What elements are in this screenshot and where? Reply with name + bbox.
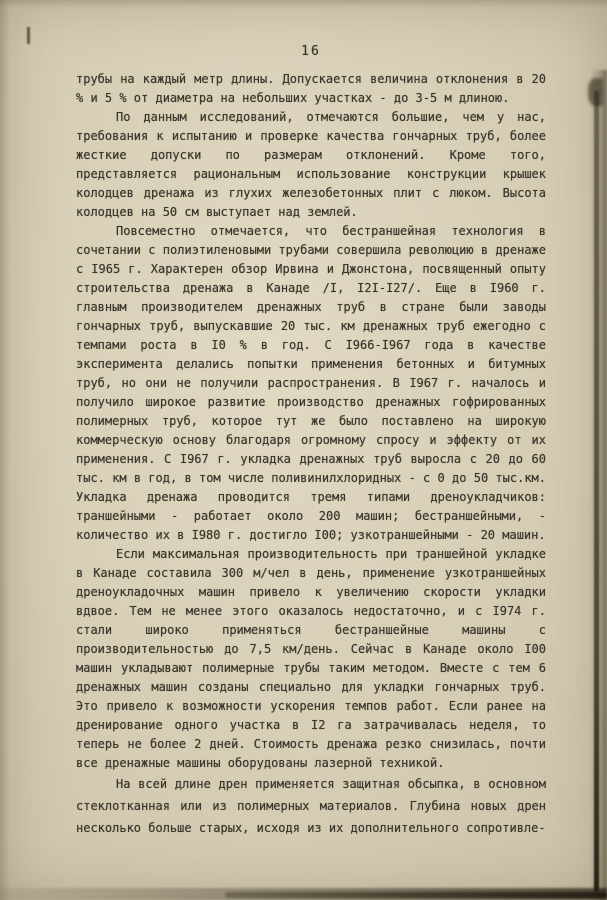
scan-edge-top-shading bbox=[0, 0, 607, 8]
scan-edge-bottom-shading bbox=[0, 888, 607, 900]
paragraph: Если максимальная производительность при траншейной укладке в Канаде составила 300 м/чел в день, применение узкотраншейных дреноукладочных машин привело к увеличению скорости укладки вдвое. Тем не менее этого оказалось недостаточно, и с I974 г. стали широко применяться бестраншейные машины с производительностью до 7,5 км/день. Сейчас в Канаде около I00 машин укладывают полимерные трубы таким методом. Вместе с тем 6 дренажных машин созданы специально для укладки гончарных труб. Это привело к возможности ускорения темпов работ. Если ранее на дренирование одного участка в I2 га затрачивалась неделя, то теперь не более 2 дней. Стоимость дренажа резко снизилась, почти все дренажные машины оборудованы лазерной техникой. bbox=[76, 547, 546, 770]
paragraph-continuation: трубы на каждый метр длины. Допускается величина отклонения в 20 % и 5 % от диаметра на небольших участках - до 3-5 м длиною. bbox=[76, 72, 546, 105]
paragraph: На всей длине дрен применяется защитная обсыпка, в основном стеклотканная или из полимерных материалов. Глубина новых дрен несколько больше старых, исходя из их дополнительного сопротивле- bbox=[76, 777, 546, 835]
scan-edge-bottom-line bbox=[225, 892, 607, 898]
scan-edge-left-shading bbox=[0, 0, 10, 900]
scan-mark-top-left bbox=[27, 27, 30, 44]
page-text bbox=[76, 70, 546, 839]
scan-mark-top-right bbox=[588, 78, 603, 106]
paragraph: По данным исследований, отмечаются большие, чем у нас, требования к испытанию и проверке качества гончарных труб, более жесткие допуски по размерам отклонений. Кроме того, представляется рациональным использование конструкции крышек колодцев дренажа из глухих железобетонных плит с люком. Высота колодцев на 50 см выступает над землей. bbox=[76, 110, 546, 219]
scan-edge-right-shading bbox=[590, 70, 607, 900]
page-number: 16 bbox=[301, 44, 321, 59]
paragraph: Повсеместно отмечается, что бестраншейная технология в сочетании с полиэтиленовыми трубами совершила революцию в дренаже с I965 г. Характерен обзор Ирвина и Джонстона, посвященный опыту строительства дренажа в Канаде /I, I2I-I27/. Еще в I960 г. главным производителем дренажных труб в стране были заводы гончарных труб, выпускавшие 20 тыс. км дренажных труб ежегодно с темпами роста в I0 % в год. С I966-I967 года в качестве эксперимента делались попытки применения бетонных и битумных труб, но они не получили распространения. В I967 г. началось и получило широкое развитие производство дренажных гофрированных полимерных труб, которое тут же было поставлено на широкую коммерческую основу благодаря огромному спросу и эффекту от их применения. С I967 г. укладка дренажных труб выросла с 20 до 60 тыс. км в год, в том числе поливинилхлоридных - с 0 до 50 тыс.км. Укладка дренажа проводится тремя типами дреноукладчиков: траншейными - работает около 200 машин; бестраншейными, - количество их в I980 г. достигло I00; узкотраншейными - 20 машин. bbox=[76, 224, 546, 542]
scan-edge-right-line bbox=[594, 90, 599, 892]
